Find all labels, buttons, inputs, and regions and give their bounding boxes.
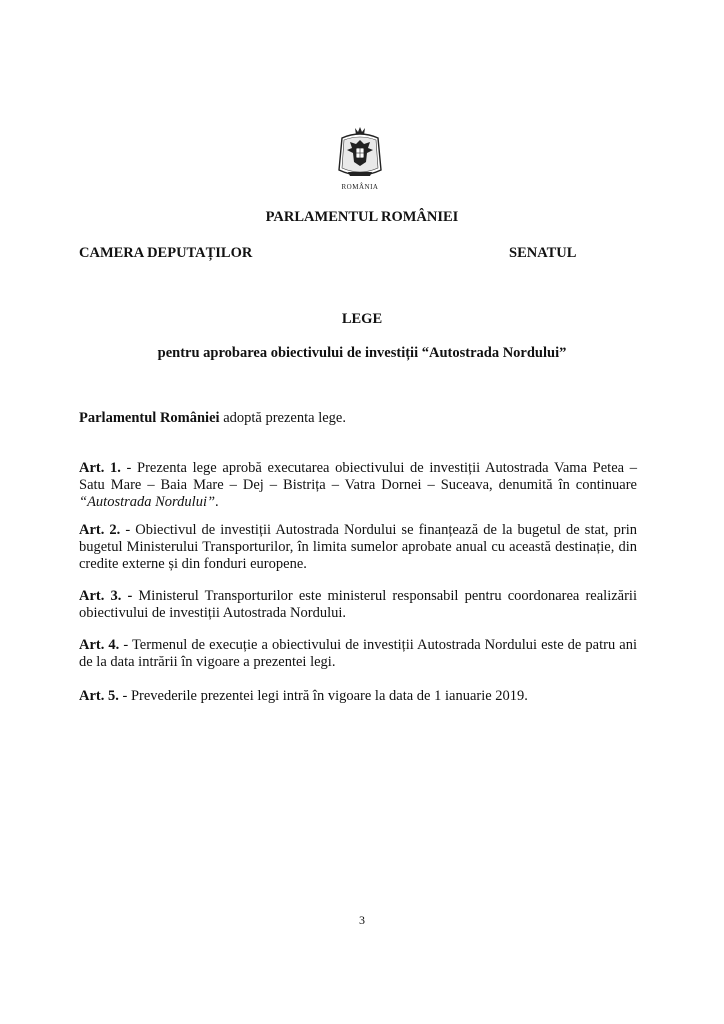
article-2: [79, 522, 637, 573]
adoption-statement: [79, 410, 637, 427]
senate-label: SENATUL: [509, 245, 577, 261]
article-5: [79, 688, 637, 705]
article-label: Art. 4.: [79, 637, 120, 653]
article-4: [79, 637, 637, 671]
law-subtitle: pentru aprobarea obiectivului de investiții “Autostrada Nordului”: [157, 345, 567, 361]
law-title: LEGE: [341, 311, 383, 327]
article-1: [79, 460, 637, 511]
article-3: [79, 588, 637, 622]
emblem-caption: ROMÂNIA: [341, 183, 379, 191]
adoption-subject: Parlamentul României: [79, 410, 220, 426]
chamber-deputies-label: CAMERA DEPUTAȚILOR: [79, 245, 253, 261]
article-label: Art. 2.: [79, 522, 121, 538]
article-text: Ministerul Transporturilor este ministerul responsabil pentru coordonarea realizării obiectivului de investiții Autostrada Nordului.: [79, 588, 637, 621]
article-label: Art. 3. -: [79, 588, 133, 604]
article-label: Art. 1.: [79, 460, 121, 476]
article-label: Art. 5.: [79, 688, 119, 704]
article-text: - Prevederile prezentei legi intră în vigoare la data de 1 ianuarie 2019.: [118, 688, 528, 704]
article-text: - Obiectivul de investiții Autostrada Nordului se finanțează de la bugetul de stat, prin bugetul Ministerului Transporturilor, în limita sumelor aprobate anual cu această destinație, din credite externe și din fonduri europene.: [79, 522, 637, 572]
article-italic-name: “Autostrada Nordului”: [79, 494, 216, 510]
article-tail: .: [215, 494, 219, 510]
parliament-heading: PARLAMENTUL ROMÂNIEI: [265, 209, 459, 225]
adoption-text: adoptă prezenta lege.: [219, 410, 346, 426]
page-number: 3: [359, 913, 365, 927]
article-text: - Prezenta lege aprobă executarea obiectivului de investiții Autostrada Vama Petea – Satu Mare – Baia Mare – Dej – Bistrița – Vatra Dornei – Suceava, denumită în continuare: [79, 460, 637, 493]
article-text: - Termenul de execuție a obiectivului de investiții Autostrada Nordului este de patru ani de la data intrării în vigoare a prezentei legi.: [79, 637, 637, 670]
